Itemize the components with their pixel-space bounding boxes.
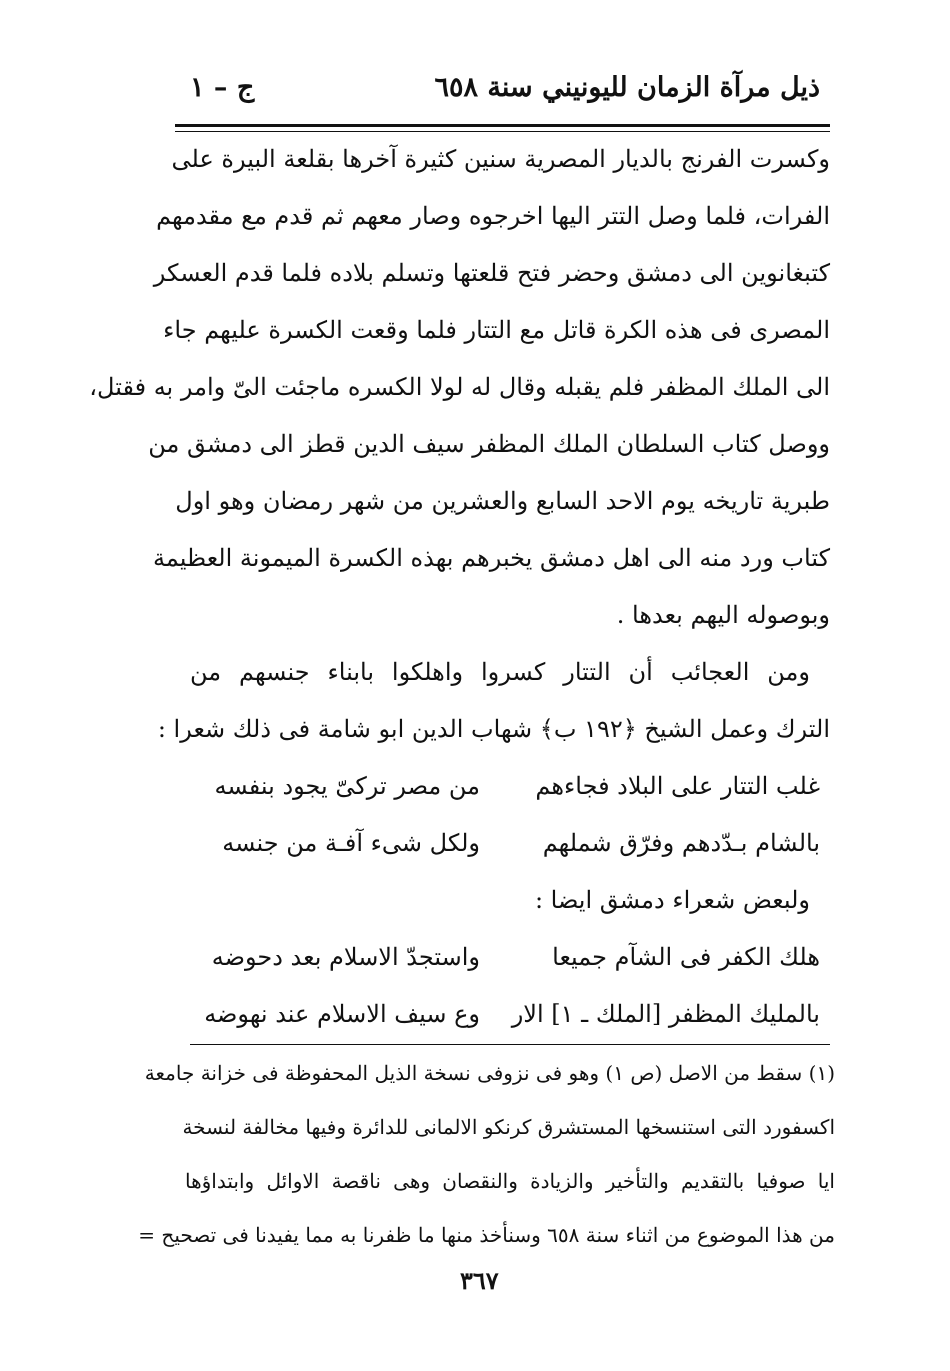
- verse-first-hemistich: بالمليك المظفر [الملك ـ ١] الار: [511, 1000, 820, 1028]
- verse-second-hemistich: وع سيف الاسلام عند نهوضه: [204, 1000, 480, 1028]
- verse-second-hemistich: واستجدّ الاسلام بعد دحوضه: [211, 943, 480, 971]
- footnote-line: من هذا الموضوع من اثناء سنة ٦٥٨ وسنأخذ منها ما ظفرنا به مما يفيدنا فى تصحيح =: [138, 1223, 835, 1247]
- header-title: ذيل مرآة الزمان لليونيني سنة ٦٥٨: [434, 72, 820, 103]
- body-line: طبرية تاريخه يوم الاحد السابع والعشرين من شهر رمضان وهو اول: [175, 487, 830, 515]
- body-line: كتاب ورد منه الى اهل دمشق يخبرهم بهذه الكسرة الميمونة العظيمة: [153, 544, 830, 572]
- footnote-line: اكسفورد التى استنسخها المستشرق كرنكو الالمانى للدائرة وفيها مخالفة لنسخة: [182, 1115, 835, 1139]
- body-line: وكسرت الفرنج بالديار المصرية سنين كثيرة آخرها بقلعة البيرة على: [171, 145, 830, 173]
- running-header: [180, 72, 820, 112]
- verse-first-hemistich: غلب التتار على البلاد فجاءهم: [535, 772, 820, 800]
- footnote-line: ايا صوفيا بالتقديم والتأخير والزيادة والنقصان وهى ناقصة الاوائل وابتداؤها: [185, 1169, 835, 1193]
- body-line: الى الملك المظفر فلم يقبله وقال له لولا الكسره ماجئت الىّ وامر به فقتل،: [89, 373, 830, 401]
- body-line: ووصل كتاب السلطان الملك المظفر سيف الدين قطز الى دمشق من: [148, 430, 830, 458]
- header-volume: ج – ١: [190, 72, 255, 103]
- paragraph-line: ومن العجائب أن التتار كسروا واهلكوا بابناء جنسهم من: [190, 658, 810, 686]
- page-number: ٣٦٧: [460, 1266, 499, 1295]
- verse-first-hemistich: بالشام بـدّدهم وفرّق شملهم: [542, 829, 820, 857]
- body-line: الفرات، فلما وصل التتر اليها اخرجوه وصار معهم ثم قدم مع مقدمهم: [156, 202, 830, 230]
- header-rule-thick: [175, 124, 830, 127]
- body-line: كتبغانوين الى دمشق وحضر فتح قلعتها وتسلم بلاده فلما قدم العسكر: [153, 259, 830, 287]
- footnote-rule: [190, 1044, 830, 1045]
- verse-first-hemistich: هلك الكفر فى الشآم جميعا: [552, 943, 820, 971]
- paragraph-line: الترك وعمل الشيخ ﴿١٩٢ ب﴾ شهاب الدين ابو شامة فى ذلك شعرا :: [157, 715, 830, 743]
- body-line: المصرى فى هذه الكرة قاتل مع التتار فلما وقعت الكسرة عليهم جاء: [163, 316, 830, 344]
- body-line: وبوصوله اليهم بعدها .: [616, 601, 830, 629]
- footnote-line: (١) سقط من الاصل (ص ١) وهو فى نزوفى نسخة الذيل المحفوظة فى خزانة جامعة: [144, 1061, 835, 1085]
- header-rule-thin: [175, 131, 830, 132]
- verse-second-hemistich: ولكل شىء آفـة من جنسه: [222, 829, 480, 857]
- verse-intro: ولبعض شعراء دمشق ايضا :: [534, 886, 810, 914]
- verse-second-hemistich: من مصر تركىّ يجود بنفسه: [214, 772, 480, 800]
